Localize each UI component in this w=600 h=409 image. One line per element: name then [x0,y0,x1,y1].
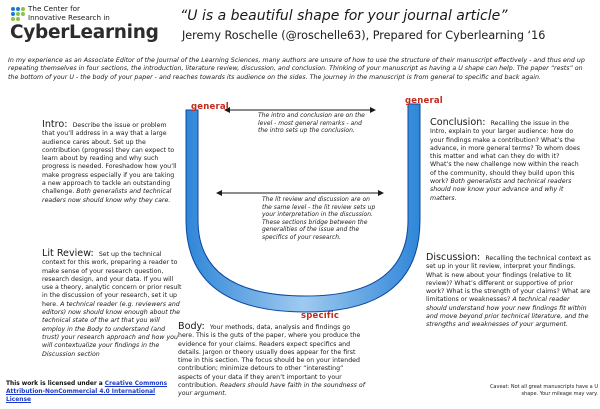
section-lit-text: Set up the technical context for this work, preparing a reader to make sense of your research question, research design, and your data. If you will use a theory, analytic concern or prior result in the discussion of your research, set it up here. [42,251,182,308]
label-general-left: general [191,102,229,112]
section-intro [42,121,180,205]
section-body-heading: Body: [178,321,208,332]
cyberlearning-logo [6,4,159,52]
note-intro-conclusion: The intro and conclusion are on the level - most general remarks - and the intro sets up the conclusion. [258,112,365,135]
section-conclusion-text: Recalling the issue in the Intro, explain to your larger audience: how do your findings make a contribution? What’s the advance, in more general terms? To whom does this matter and what can they do with it? What’s the new challenge now within the reach of the community, should they build upon this work? [430,120,580,186]
intro-paragraph: In my experience as an Associate Editor of the Journal of the Learning Sciences, many authors are unsure of how to use the structure of their manuscript effectively - and thus end up repeating themselves in four sections, the introduction, literature review, discussion, and conclusion. Thinking of your manuscript as having a U shape can help. The paper “rests” on the bottom of your U - the body of your paper - and reaches towards its audience on the sides. The journey in the manuscript is from general to specific and back again. [8,57,585,81]
section-conclusion-italic: Both generalists and technical readers should now know your advance and why it matters. [430,178,572,202]
author-line: Jeremy Roschelle (@roschelle63), Prepared for Cyberlearning ‘16 [182,29,546,42]
section-body [178,323,366,399]
section-body-italic: Readers should have faith in the soundness of your argument. [178,382,365,398]
logo-line1: The Center for [28,4,81,13]
logo-line2: Innovative Research in [28,13,110,22]
section-lit-italic: A technical reader (e.g. reviewers and editors) now should know enough about the technical state of the art that you will employ in the Body to understand (and trust) your research approach and how you will contextualize your findings in the Discussion section [42,300,180,358]
logo-wordmark: CyberLearning [10,22,159,43]
section-conclusion-heading: Conclusion: [430,117,489,128]
section-intro-italic: Both generalists and technical readers now should know why they care. [42,188,172,204]
section-discussion-heading: Discussion: [426,252,484,263]
license-notice [6,380,181,404]
license-link[interactable]: Creative Commons Attribution-NonCommercial 4.0 International License [6,381,168,403]
section-body-text: Your methods, data, analysis and findings go here. This is the guts of the paper, where you produce the evidence for your claims. Readers expect specifics and details. Jargon or theory usually does appear for the first time in this section. The focus should be on your intended contribution; minimize detours to other “interesting” aspects of your data if they aren’t important to your contribution. [178,324,361,390]
caveat-note: Caveat: Not all great manuscripts have a U shape. Your mileage may vary. [489,384,598,397]
section-discussion-text: Recalling the technical context as set up in your lit review, interpret your findings. What is new about your findings (relative to lit review)? What’s different or supportive of prior work? What is the strength of your claims? What are limitations or weaknesses? [426,255,591,304]
label-specific: specific [301,311,340,321]
section-discussion-italic: A technical reader should understand how your new findings fit within and move beyond prior technical literature, and the strengths and weaknesses of your argument. [426,296,589,329]
section-intro-heading: Intro: [42,119,71,130]
page-title: “U is a beautiful shape for your journal article” [180,8,508,24]
section-intro-text: Describe the issue or problem that you’ll address in a way that a large audience cares about. Set up the contribution (progress) they can expect to learn about by reading and why such progress is needed. Foreshadow how you’ll make progress especially if you are taking a new approach to tackle an outstanding challenge. [42,122,177,196]
label-general-right: general [405,96,443,106]
section-lit-heading: Lit Review: [42,248,97,259]
section-discussion [426,254,592,330]
section-lit-review [42,250,184,359]
license-prefix: This work is licensed under a [6,381,105,387]
section-conclusion [430,119,580,203]
logo-dots-icon [10,6,26,22]
note-lit-discussion: The lit review and discussion are on the same level - the lit review sets up your interpretation in the discussion. These sections bridge between the generalities of the issue and the specifics of your research. [262,196,376,241]
